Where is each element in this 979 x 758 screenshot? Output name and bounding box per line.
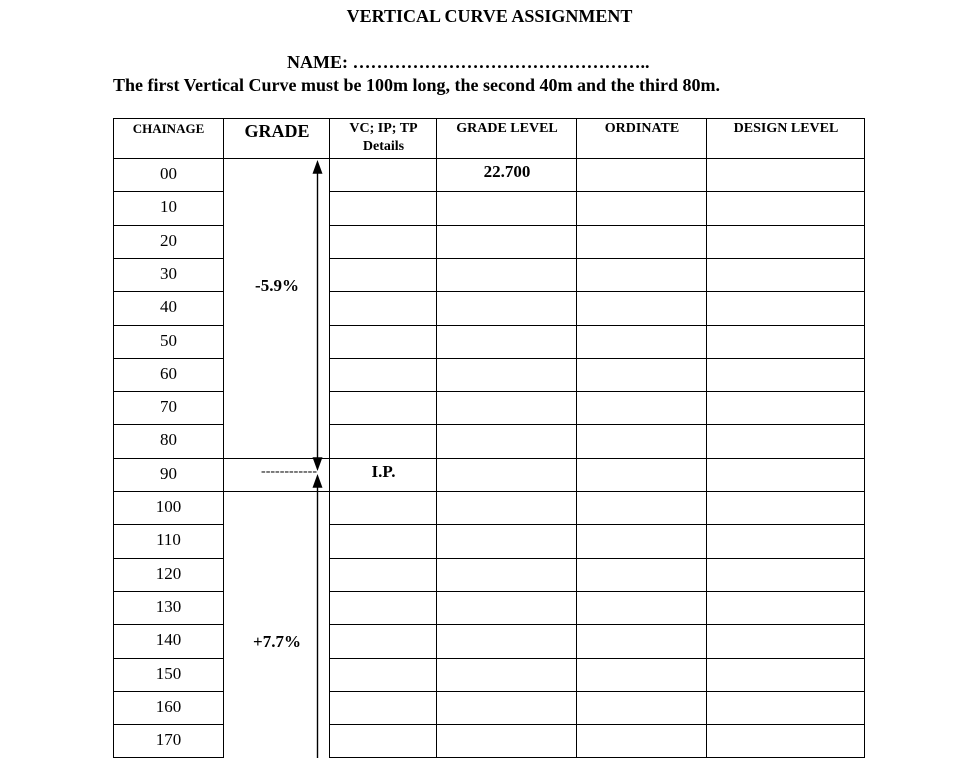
- header-chainage: CHAINAGE: [132, 121, 205, 136]
- chainage-cell: 40: [160, 297, 177, 316]
- header-details: [330, 120, 437, 160]
- header-details-line1: VC; IP; TP: [349, 121, 418, 136]
- chainage-cell: 20: [160, 231, 177, 250]
- chainage-cell: 60: [160, 364, 177, 383]
- grade-value-2: +7.7%: [253, 632, 301, 651]
- header-grade-level: GRADE LEVEL: [456, 121, 558, 136]
- chainage-cell: 160: [155, 697, 182, 716]
- chainage-cell: 70: [160, 397, 177, 416]
- initial-grade-level: 22.700: [483, 162, 531, 181]
- arrow-up-icon: [314, 162, 322, 173]
- header-grade: GRADE: [244, 121, 310, 141]
- chainage-cell: 120: [155, 564, 182, 583]
- chainage-cell: 140: [155, 630, 182, 649]
- ip-dashed-marker: ------------: [261, 464, 317, 479]
- chainage-cell: 30: [160, 264, 177, 283]
- ip-label: I.P.: [371, 462, 396, 481]
- chainage-cell: 10: [160, 197, 177, 216]
- chainage-cell: 130: [155, 597, 182, 616]
- chainage-cell: 90: [160, 464, 177, 483]
- chainage-cell: 170: [155, 730, 182, 749]
- header-design-level: DESIGN LEVEL: [733, 121, 839, 136]
- chainage-cell: 00: [160, 164, 177, 183]
- chainage-cell: 110: [156, 530, 181, 549]
- assignment-instructions: The first Vertical Curve must be 100m long, the second 40m and the third 80m.: [113, 75, 720, 95]
- table-grid-lines: [113, 118, 865, 758]
- name-field-line: NAME: …………………………………………..: [287, 52, 650, 72]
- chainage-cell: 100: [155, 497, 182, 516]
- chainage-cell: 80: [160, 430, 177, 449]
- document-title: VERTICAL CURVE ASSIGNMENT: [346, 6, 633, 26]
- chainage-cell: 150: [155, 664, 182, 683]
- chainage-cell: 50: [160, 331, 177, 350]
- vertical-curve-table: [113, 118, 865, 758]
- header-ordinate: ORDINATE: [604, 121, 680, 136]
- grade-value-1: -5.9%: [255, 276, 299, 295]
- header-details-line2: Details: [362, 139, 405, 154]
